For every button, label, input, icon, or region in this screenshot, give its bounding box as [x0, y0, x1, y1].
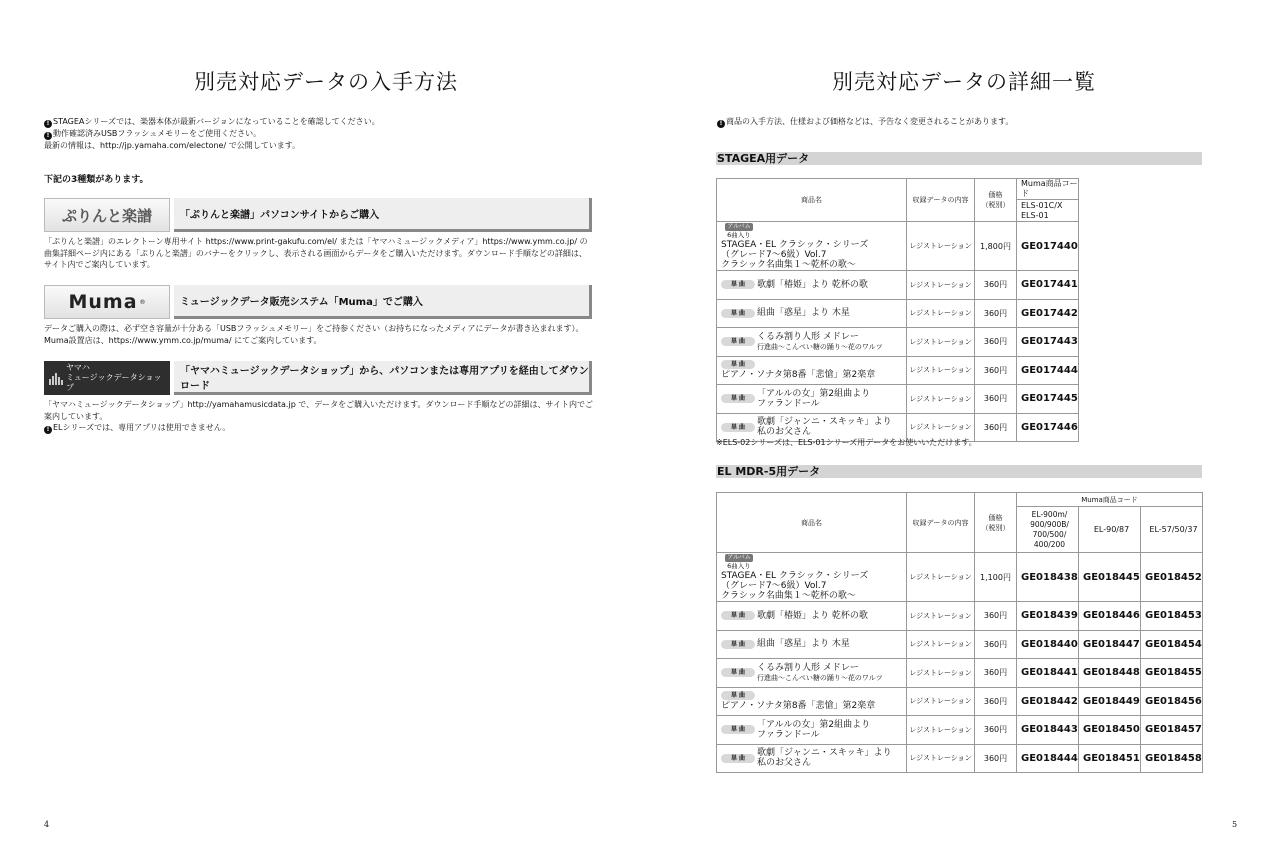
product-name-cell	[717, 716, 907, 745]
print-gakufu-logo: ぷりんと楽譜	[44, 198, 170, 232]
product-code-cell: GE017445	[1017, 385, 1079, 414]
single-badge: 単 曲	[721, 360, 755, 369]
content-cell: レジストレーション	[907, 328, 975, 357]
single-badge: 単 曲	[721, 754, 755, 763]
album-badge	[721, 222, 757, 240]
badge-sub: 6曲入り	[727, 231, 751, 239]
product-code-cell: GE017443	[1017, 328, 1079, 357]
right-page-title: 別売対応データの詳細一覧	[832, 70, 1096, 94]
muma-logo: Muma ®	[44, 285, 170, 319]
left-notes	[44, 116, 604, 152]
product-code-cell: GE018454	[1141, 630, 1203, 659]
product-name-cell	[717, 356, 907, 385]
product-name-line: 私のお父さん	[757, 427, 812, 438]
product-name	[721, 370, 875, 380]
table-row	[717, 385, 1079, 414]
product-code-cell: GE018448	[1079, 659, 1141, 688]
product-code-cell: GE017444	[1017, 356, 1079, 385]
content-cell: レジストレーション	[907, 222, 975, 271]
yamaha-music-data-shop-logo: ヤマハ ミュージックデータショップ	[44, 361, 170, 395]
product-name-cell	[717, 328, 907, 357]
content-cell: レジストレーション	[907, 687, 975, 716]
product-name-cell	[717, 659, 907, 688]
product-code-cell: GE018455	[1141, 659, 1203, 688]
header-model: EL-57/50/37	[1141, 507, 1203, 553]
content-cell: レジストレーション	[907, 271, 975, 300]
right-note: ! 商品の入手方法、仕様および価格などは、予告なく変更されることがあります。	[717, 116, 1013, 128]
single-badge: 単 曲	[721, 394, 755, 403]
method-data-shop	[44, 361, 592, 395]
stagea-table	[716, 178, 1079, 442]
table-row	[717, 299, 1079, 328]
product-code-cell: GE018439	[1017, 602, 1079, 631]
product-code-cell: GE017441	[1017, 271, 1079, 300]
price-cell: 1,100円	[975, 553, 1017, 602]
badge-label: アルバム	[727, 554, 751, 561]
product-name-line: 歌劇「ジャンニ・スキッキ」より	[757, 417, 892, 428]
content-cell: レジストレーション	[907, 299, 975, 328]
product-code-cell: GE018458	[1141, 744, 1203, 773]
note-line: ! 動作確認済みUSBフラッシュメモリーをご使用ください。	[44, 128, 604, 140]
product-name	[721, 571, 868, 601]
product-subtitle: 行進曲〜こんぺい糖の踊り〜花のワルツ	[757, 342, 883, 351]
product-name	[757, 720, 870, 740]
product-code-cell: GE018456	[1141, 687, 1203, 716]
table-row	[717, 687, 1203, 716]
product-name-line: ファランドール	[757, 729, 820, 740]
method-description: 「ぷりんと楽譜」のエレクトーン専用サイト https://www.print-gakufu.com/el/ または「ヤマハミュージックメディア」https://www.ymm.co.jp/ の曲集詳細ページ内にある「ぷりんと楽譜」のバナーをクリックし、表示される画面からデータをご購入いただけます。ダウンロード手順などの詳細は、サイト内でご案内しています。	[44, 237, 588, 269]
product-name	[757, 332, 883, 352]
note-line: ! STAGEAシリーズでは、楽器本体が最新バージョンになっていることを確認してください。	[44, 116, 604, 128]
product-name	[757, 389, 870, 409]
badge-label: アルバム	[727, 223, 751, 230]
price-cell: 1,800円	[975, 222, 1017, 271]
price-cell: 360円	[975, 630, 1017, 659]
content-cell: レジストレーション	[907, 553, 975, 602]
el-table	[716, 492, 1203, 773]
product-name-line: 組曲「惑星」より 木星	[757, 639, 850, 649]
table-row	[717, 328, 1079, 357]
product-name	[757, 748, 892, 768]
product-name-line: 歌劇「椿姫」より 乾杯の歌	[757, 610, 868, 621]
single-badge: 単 曲	[721, 725, 755, 734]
method-muma	[44, 285, 592, 319]
page-number: 5	[1232, 820, 1238, 829]
product-name-line: （グレード7〜6級）Vol.7	[721, 250, 827, 260]
single-badge: 単 曲	[721, 668, 755, 677]
method-heading: 「ヤマハミュージックデータショップ」から、パソコンまたは専用アプリを経由してダウンロード	[174, 361, 592, 395]
price-cell: 360円	[975, 413, 1017, 442]
method-heading: ミュージックデータ販売システム「Muma」でご購入	[174, 285, 592, 319]
header-content: 収録データの内容	[907, 493, 975, 553]
product-code-cell: GE018440	[1017, 630, 1079, 659]
price-cell: 360円	[975, 299, 1017, 328]
table-row	[717, 271, 1079, 300]
price-cell: 360円	[975, 271, 1017, 300]
single-badge: 単 曲	[721, 337, 755, 346]
price-cell: 360円	[975, 356, 1017, 385]
product-name-line: くるみ割り人形 メドレー	[757, 662, 859, 673]
product-name-line: 「アルルの女」第2組曲より	[757, 388, 871, 399]
product-name	[757, 280, 868, 290]
header-model: EL-90/87	[1079, 507, 1141, 553]
product-name-line: （グレード7〜6級）Vol.7	[721, 581, 827, 591]
product-name-line: ピアノ・ソナタ第8番「悲愴」第2楽章	[721, 701, 876, 711]
content-cell: レジストレーション	[907, 716, 975, 745]
product-code-cell: GE018442	[1017, 687, 1079, 716]
price-cell: 360円	[975, 687, 1017, 716]
header-model: ELS-01C/X ELS-01	[1017, 200, 1079, 222]
single-badge: 単 曲	[721, 691, 755, 700]
table-row	[717, 744, 1203, 773]
price-cell: 360円	[975, 385, 1017, 414]
product-name-line: 私のお父さん	[757, 758, 812, 769]
product-name	[757, 417, 892, 437]
content-cell: レジストレーション	[907, 413, 975, 442]
badge-sub: 6曲入り	[727, 562, 751, 570]
equalizer-icon	[49, 371, 63, 385]
note-line: 最新の情報は、http://jp.yamaha.com/electone/ で公開しています。	[44, 141, 301, 150]
method-description: データご購入の際は、必ず空き容量が十分ある「USBフラッシュメモリー」をご持参ください（お持ちになったメディアにデータが書き込まれます）。Muma設置店は、https://www.ymm.co.jp/muma/ にてご案内しています。	[44, 324, 584, 345]
product-code-cell: GE018445	[1079, 553, 1141, 602]
table-row	[717, 553, 1203, 602]
header-price: 価格 （税別）	[975, 493, 1017, 553]
product-name-line: STAGEA・EL クラシック・シリーズ	[721, 240, 869, 250]
product-name-line: ファランドール	[757, 398, 820, 409]
product-name-line: 歌劇「ジャンニ・スキッキ」より	[757, 748, 892, 759]
section-stagea-heading: STAGEA用データ	[716, 152, 1202, 165]
product-name	[757, 611, 868, 621]
table-row	[717, 659, 1203, 688]
header-price: 価格 （税別）	[975, 179, 1017, 222]
product-name-line: 「アルルの女」第2組曲より	[757, 719, 871, 730]
product-name-line: クラシック名曲集１〜乾杯の歌〜	[721, 260, 856, 270]
content-cell: レジストレーション	[907, 602, 975, 631]
method-description: 「ヤマハミュージックデータショップ」http://yamahamusicdata.jp で、データをご購入いただけます。ダウンロード手順などの詳細は、サイト内でご案内しています。 ! ELシリーズでは、専用アプリは使用できません。	[44, 400, 593, 433]
product-code-cell: GE018443	[1017, 716, 1079, 745]
content-cell: レジストレーション	[907, 385, 975, 414]
table-row	[717, 356, 1079, 385]
table-row	[717, 716, 1203, 745]
table-row	[717, 602, 1203, 631]
product-name	[757, 639, 850, 649]
method-print-gakufu	[44, 198, 592, 232]
header-muma-code: Muma商品コード	[1017, 179, 1079, 200]
product-code-cell: GE018457	[1141, 716, 1203, 745]
product-code-cell: GE017446	[1017, 413, 1079, 442]
product-name-line: クラシック名曲集１〜乾杯の歌〜	[721, 591, 856, 601]
product-code-cell: GE018449	[1079, 687, 1141, 716]
exclamation-icon: !	[44, 426, 52, 434]
table-row	[717, 222, 1079, 271]
product-code-cell: GE018452	[1141, 553, 1203, 602]
product-name-cell	[717, 553, 907, 602]
header-product-name: 商品名	[717, 179, 907, 222]
product-name-cell	[717, 744, 907, 773]
stagea-footnote: ※ELS-02シリーズは、ELS-01シリーズ用データをお使いいただけます。	[716, 438, 977, 447]
page-number: 4	[44, 820, 50, 829]
content-cell: レジストレーション	[907, 356, 975, 385]
price-cell: 360円	[975, 659, 1017, 688]
product-name	[757, 308, 850, 318]
table-row	[717, 630, 1203, 659]
content-cell: レジストレーション	[907, 659, 975, 688]
table-header-row	[717, 179, 1079, 200]
exclamation-icon: !	[717, 120, 725, 128]
product-code-cell: GE018450	[1079, 716, 1141, 745]
product-name-line: 組曲「惑星」より 木星	[757, 308, 850, 318]
single-badge: 単 曲	[721, 309, 755, 318]
product-name-line: くるみ割り人形 メドレー	[757, 331, 859, 342]
exclamation-icon: !	[44, 132, 52, 140]
single-badge: 単 曲	[721, 280, 755, 289]
product-code-cell: GE018446	[1079, 602, 1141, 631]
section-el-heading: EL MDR-5用データ	[716, 465, 1202, 478]
single-badge: 単 曲	[721, 611, 755, 620]
price-cell: 360円	[975, 602, 1017, 631]
el-table-body	[717, 553, 1203, 773]
product-name	[721, 240, 868, 270]
product-name-cell	[717, 630, 907, 659]
product-name-line: STAGEA・EL クラシック・シリーズ	[721, 571, 869, 581]
product-code-cell: GE017442	[1017, 299, 1079, 328]
content-cell: レジストレーション	[907, 744, 975, 773]
product-name-cell	[717, 385, 907, 414]
single-badge: 単 曲	[721, 423, 755, 432]
table-header-row	[717, 493, 1203, 507]
content-cell: レジストレーション	[907, 630, 975, 659]
price-cell: 360円	[975, 716, 1017, 745]
exclamation-icon: !	[44, 120, 52, 128]
left-page-title: 別売対応データの入手方法	[194, 70, 458, 94]
intro-text: 下記の3種類があります。	[44, 175, 149, 185]
album-badge	[721, 553, 757, 571]
header-muma-code: Muma商品コード	[1017, 493, 1203, 507]
product-code-cell: GE018444	[1017, 744, 1079, 773]
product-name-cell	[717, 687, 907, 716]
product-name-cell	[717, 602, 907, 631]
product-name	[721, 701, 875, 711]
product-subtitle: 行進曲〜こんぺい糖の踊り〜花のワルツ	[757, 673, 883, 682]
product-name-line: 歌劇「椿姫」より 乾杯の歌	[757, 279, 868, 290]
product-code-cell: GE018453	[1141, 602, 1203, 631]
product-code-cell: GE018438	[1017, 553, 1079, 602]
product-code-cell: GE018451	[1079, 744, 1141, 773]
single-badge: 単 曲	[721, 640, 755, 649]
product-code-cell: GE018441	[1017, 659, 1079, 688]
price-cell: 360円	[975, 328, 1017, 357]
method-heading: 「ぷりんと楽譜」パソコンサイトからご購入	[174, 198, 592, 232]
product-name-cell	[717, 299, 907, 328]
product-name-line: ピアノ・ソナタ第8番「悲愴」第2楽章	[721, 370, 876, 380]
product-name-cell	[717, 222, 907, 271]
product-code-cell: GE018447	[1079, 630, 1141, 659]
product-name	[757, 663, 883, 683]
header-model: EL-900m/ 900/900B/ 700/500/ 400/200	[1017, 507, 1079, 553]
stagea-table-body	[717, 222, 1079, 442]
header-product-name: 商品名	[717, 493, 907, 553]
product-code-cell: GE017440	[1017, 222, 1079, 271]
product-name-cell	[717, 271, 907, 300]
header-content: 収録データの内容	[907, 179, 975, 222]
price-cell: 360円	[975, 744, 1017, 773]
